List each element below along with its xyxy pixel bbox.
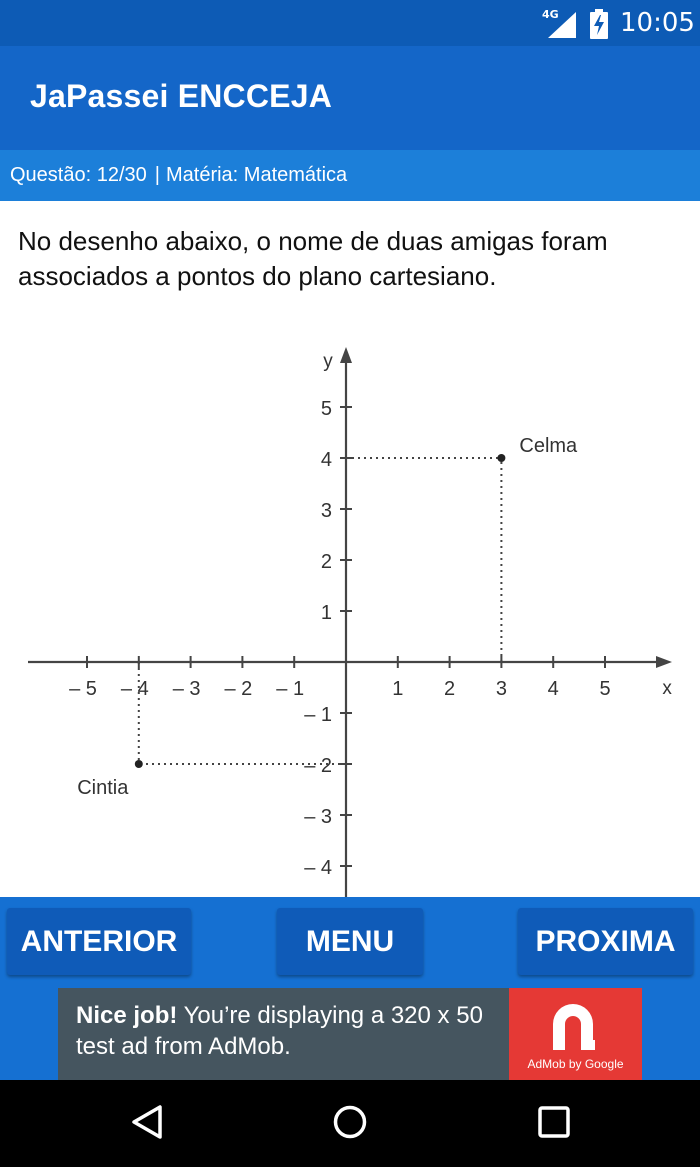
y-tick-label: 4: [320, 449, 332, 471]
ad-body: You’re displaying a 320 x 50 test ad from AdMob.: [76, 1002, 483, 1060]
y-tick-label: – 3: [304, 806, 332, 828]
cartesian-plane-figure: [0, 325, 700, 897]
admob-logo-label: AdMob by Google: [527, 1057, 624, 1071]
status-bar: [0, 0, 700, 46]
question-info-bar: [0, 150, 700, 201]
info-separator: |: [154, 164, 160, 186]
x-tick-label: 1: [392, 678, 404, 700]
cellular-signal-icon: [548, 12, 576, 43]
y-tick-label: – 2: [304, 755, 332, 777]
x-tick-label: – 4: [120, 678, 149, 700]
x-tick-label: 5: [599, 678, 611, 700]
admob-logo: [509, 988, 642, 1080]
x-tick-label: – 5: [69, 678, 97, 700]
x-tick-label: – 3: [172, 678, 201, 700]
point-celma: [497, 454, 505, 462]
question-text: No desenho abaixo, o nome de duas amigas foram associados a pontos do plano cartesiano.: [18, 226, 608, 291]
back-triangle-icon[interactable]: [130, 1104, 164, 1145]
system-navigation-bar: [0, 1080, 700, 1167]
ad-banner[interactable]: [58, 988, 642, 1080]
point-cintia: [135, 760, 143, 768]
y-tick-label: 1: [320, 602, 332, 624]
x-tick-label: 2: [444, 678, 456, 700]
y-tick-label: 3: [320, 500, 332, 522]
point-label-cintia: Cintia: [77, 777, 129, 799]
app-title: JaPassei ENCCEJA: [30, 78, 333, 114]
y-tick-label: 5: [320, 398, 332, 420]
question-counter: Questão: 12/30: [10, 164, 147, 186]
y-tick-label: 2: [320, 551, 332, 573]
home-circle-icon[interactable]: [332, 1104, 368, 1145]
network-type: 4G: [542, 8, 559, 21]
x-tick-label: 4: [547, 678, 559, 700]
clock: 10:05: [620, 8, 695, 38]
next-button[interactable]: PROXIMA: [518, 908, 693, 975]
y-tick-label: – 4: [304, 857, 332, 879]
ad-headline: Nice job!: [76, 1002, 178, 1029]
menu-button[interactable]: MENU: [277, 908, 423, 975]
app-bar: [0, 46, 700, 150]
x-axis-arrow: [656, 656, 672, 668]
y-tick-label: – 1: [304, 704, 332, 726]
x-tick-label: – 2: [224, 678, 253, 700]
x-tick-label: 3: [495, 678, 507, 700]
x-tick-label: – 1: [276, 678, 305, 700]
battery-charging-icon: [589, 9, 609, 44]
cartesian-plane-chart: [0, 325, 700, 897]
x-axis-label: x: [662, 678, 672, 699]
recents-square-icon[interactable]: [537, 1104, 571, 1145]
y-axis-label: y: [323, 351, 333, 372]
previous-button[interactable]: ANTERIOR: [7, 908, 191, 975]
y-axis-arrow: [340, 347, 352, 363]
subject-label: Matéria: Matemática: [165, 164, 348, 186]
admob-icon: [549, 1000, 603, 1054]
point-label-celma: Celma: [519, 435, 578, 457]
ad-text: [76, 1000, 506, 1062]
